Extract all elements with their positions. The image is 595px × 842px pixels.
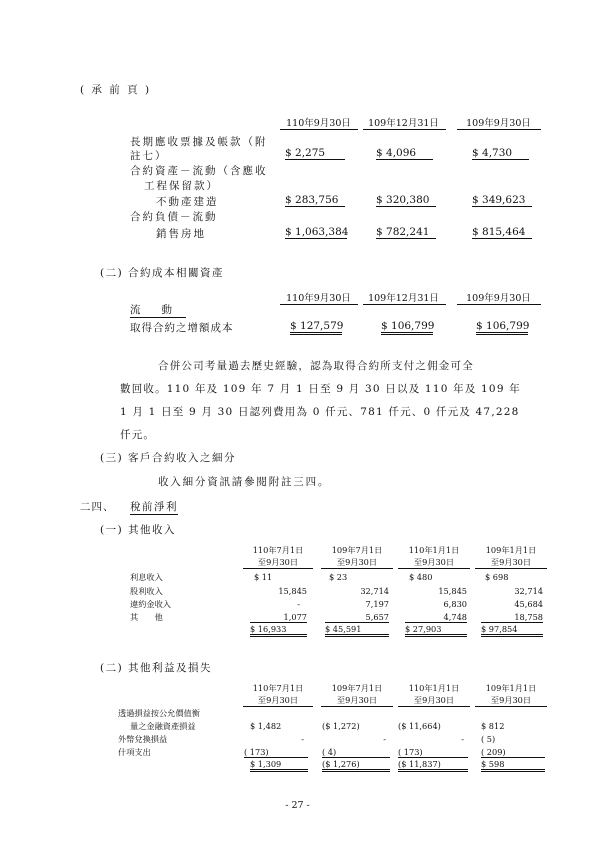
cell-value: 32,714 (514, 586, 543, 596)
cell-value: ( 5) (481, 734, 496, 744)
row-label: 合約資產－流動（含應收 (130, 165, 268, 177)
paragraph-line: 數回收。110 年及 109 年 7 月 1 日至 9 月 30 日以及 110 年及 109 年 (120, 383, 521, 395)
paragraph-line: 合併公司考量過去歷史經驗，認為取得合約所支付之佣金可全 (158, 360, 474, 372)
cell-value: $ 127,579 (290, 320, 342, 335)
row-label: 銷售房地 (156, 228, 206, 240)
row-label: 工程保留款） (144, 180, 219, 192)
total-value: $ 1,309 (250, 759, 308, 772)
row-label: 取得合約之增額成本 (130, 322, 234, 334)
total-value: ($ 1,276) (322, 759, 390, 772)
table-a-header-rule-1 (280, 129, 358, 130)
og-col-1-line-2: 至9月30日 (243, 695, 313, 707)
cell-value: $ 1,482 (250, 721, 282, 731)
table-a-header-rule-3 (457, 129, 541, 130)
row-label: 註七） (130, 150, 168, 162)
total-value: $ 97,854 (481, 624, 543, 637)
row-label: 利息收入 (130, 572, 163, 582)
row-label: 不動產建造 (156, 196, 219, 208)
total-value: $ 16,933 (250, 624, 307, 637)
cell-value: ( 209) (481, 747, 545, 758)
og-col-4-line-2: 至9月30日 (475, 695, 547, 707)
cell-value: $ 815,464 (472, 226, 532, 239)
cell-value: $ 2,275 (285, 147, 345, 160)
cell-value: - (383, 734, 386, 744)
cell-value: ( 173) (398, 747, 468, 758)
row-label: 什項支出 (118, 747, 151, 757)
cell-value: - (301, 734, 304, 744)
section-2-col-3: 109年9月30日 (466, 293, 531, 304)
row-label: 量之金融資產損益 (130, 721, 196, 731)
cell-value: 32,714 (360, 586, 389, 596)
section-2-col-1: 110年9月30日 (286, 293, 351, 304)
oi-col-1-line-1: 110年7月1日 (252, 545, 304, 555)
cell-value: $ 283,756 (285, 194, 345, 207)
og-col-3-line-1: 110年1月1日 (408, 683, 460, 693)
row-label: 合約負債－流動 (130, 211, 218, 223)
cell-value: $ 106,799 (476, 320, 528, 335)
cell-value: $ 320,380 (376, 194, 436, 207)
oi-col-4-line-1: 109年1月1日 (485, 545, 537, 555)
cell-value: $ 812 (481, 721, 505, 731)
cell-value: $ 4,096 (376, 147, 433, 160)
table-a-col-1: 110年9月30日 (286, 118, 351, 129)
section-2-col-2: 109年12月31日 (368, 293, 439, 304)
table-a-col-3: 109年9月30日 (466, 118, 531, 129)
oi-col-3-line-1: 110年1月1日 (408, 545, 460, 555)
total-value: ($ 11,837) (398, 759, 468, 772)
cell-value: 15,845 (438, 586, 467, 596)
cell-value: $ 11 (254, 572, 273, 582)
page-number: - 27 - (285, 800, 310, 811)
cell-value: ($ 1,272) (322, 721, 360, 731)
cell-value: 18,758 (481, 612, 543, 623)
row-label: 其 他 (130, 612, 163, 622)
group-label: 流 動 (130, 302, 186, 318)
section-2-header-rule-2 (363, 304, 446, 305)
other-gains-title: (二) 其他利益及損失 (100, 662, 213, 674)
row-label: 股利收入 (130, 586, 163, 596)
cell-value: 5,657 (325, 612, 389, 623)
section-24-number: 二四、 (80, 501, 115, 513)
section-3-text: 收入細分資訊請參閱附註三四。 (158, 476, 331, 488)
cell-value: 7,197 (365, 599, 389, 609)
total-value: $ 598 (481, 759, 545, 772)
oi-col-2-line-2: 至9月30日 (321, 557, 393, 569)
table-a-col-2: 109年12月31日 (368, 118, 439, 129)
cell-value: $ 349,623 (472, 194, 532, 207)
continued-label: ( 承 前 頁 ) (80, 84, 152, 96)
section-2-header-rule-1 (280, 304, 358, 305)
cell-value: 15,845 (278, 586, 307, 596)
section-2-title: (二) 合約成本相關資產 (100, 267, 225, 279)
og-col-4-line-1: 109年1月1日 (485, 683, 537, 693)
cell-value: $ 782,241 (376, 226, 436, 239)
paragraph-line: 1 月 1 日至 9 月 30 日認列費用為 0 仟元、781 仟元、0 仟元及 47,228 (120, 406, 520, 418)
oi-col-2-line-1: 109年7月1日 (331, 545, 383, 555)
cell-value: ( 4) (322, 747, 390, 758)
row-label: 長期應收票據及帳款（附 (130, 136, 268, 148)
cell-value: 6,830 (443, 599, 467, 609)
og-col-2-line-1: 109年7月1日 (331, 683, 383, 693)
og-col-3-line-2: 至9月30日 (398, 695, 470, 707)
row-label: 外幣兌換損益 (118, 734, 168, 744)
og-col-1-line-1: 110年7月1日 (252, 683, 304, 693)
total-value: $ 45,591 (325, 624, 389, 637)
total-value: $ 27,903 (405, 624, 467, 637)
cell-value: $ 106,799 (381, 320, 433, 335)
og-col-2-line-2: 至9月30日 (321, 695, 393, 707)
cell-value: 1,077 (250, 612, 307, 623)
cell-value: $ 4,730 (472, 147, 529, 160)
section-3-title: (三) 客戶合約收入之細分 (100, 452, 237, 464)
cell-value: ($ 11,664) (398, 721, 441, 731)
row-label: 透過損益按公允價值衡 (118, 708, 200, 718)
table-a-header-rule-2 (363, 129, 446, 130)
oi-col-1-line-2: 至9月30日 (243, 557, 313, 569)
row-label: 違約金收入 (130, 599, 171, 609)
cell-value: 45,684 (514, 599, 543, 609)
cell-value: $ 1,063,384 (285, 226, 349, 238)
cell-value: $ 698 (485, 572, 509, 582)
other-income-title: (一) 其他收入 (100, 524, 177, 536)
cell-value: $ 480 (409, 572, 433, 582)
cell-value: $ 23 (329, 572, 348, 582)
cell-value: ( 173) (244, 747, 308, 758)
section-24-title: 稅前淨利 (130, 501, 178, 513)
section-2-header-rule-3 (457, 304, 541, 305)
cell-value: - (461, 734, 464, 744)
cell-value: 4,748 (405, 612, 467, 623)
oi-col-4-line-2: 至9月30日 (475, 557, 547, 569)
oi-col-3-line-2: 至9月30日 (398, 557, 470, 569)
paragraph-line: 仟元。 (120, 429, 156, 441)
cell-value: - (297, 599, 300, 609)
